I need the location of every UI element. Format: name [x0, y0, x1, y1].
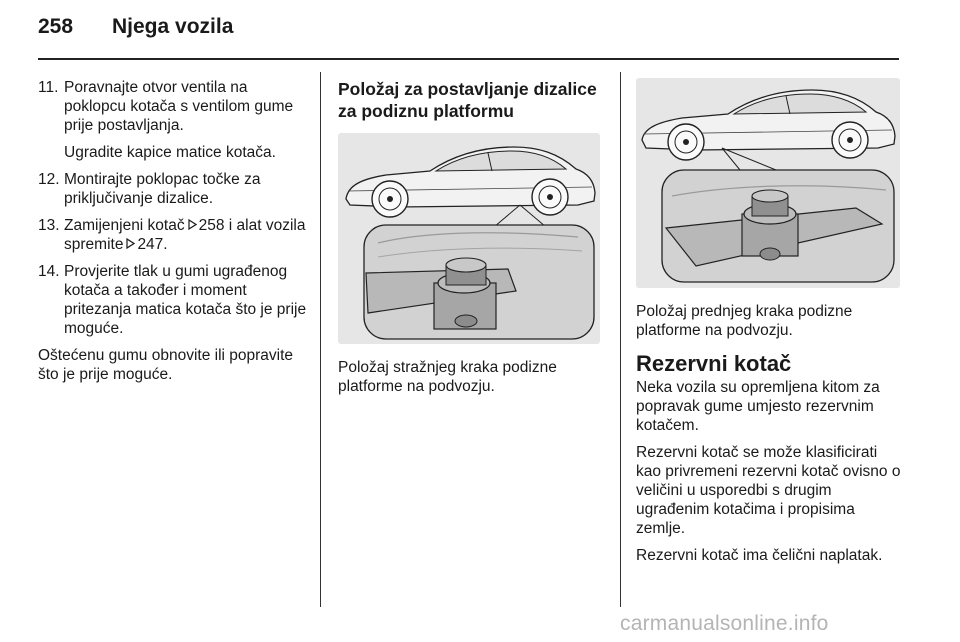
watermark: carmanualsonline.info — [620, 612, 829, 635]
section-heading: Rezervni kotač — [636, 351, 792, 376]
closing-paragraph: Oštećenu gumu obnovite ili popravite što je prije moguće. — [38, 347, 294, 383]
page-number: 258 — [38, 15, 74, 38]
step-14 — [38, 262, 310, 338]
page-title: Njega vozila — [112, 15, 234, 38]
page-reference[interactable]: 247. — [137, 236, 168, 253]
step-text: Poravnajte otvor ventila na poklopcu kotača s ventilom gume prije postavljanja. — [64, 79, 294, 134]
step-number: 13. — [38, 217, 60, 234]
column-divider-2 — [620, 72, 621, 607]
spare-wheel-paragraph-1: Neka vozila su opremljena kitom za popravak gume umjesto rezervnim kotačem. — [636, 379, 880, 434]
column-divider-1 — [320, 72, 321, 607]
left-column — [38, 78, 310, 392]
spare-wheel-paragraph-3: Rezervni kotač ima čelični naplatak. — [636, 547, 883, 564]
step-text: Provjerite tlak u gumi ugrađenog kotača a također i moment pritezanja matica kotača što je prije moguće. — [64, 263, 307, 337]
step-text-a: Zamijenjeni kotač — [64, 217, 185, 234]
right-column — [636, 78, 902, 573]
spare-wheel-paragraph-2: Rezervni kotač se može klasificirati kao privremeni rezervni kotač ovisno o veličini u usporedbi s drugim ugrađenim kotačima i propisima zemlje. — [636, 444, 901, 537]
section-heading: Položaj za postavljanje dizalice za podiznu platformu — [338, 79, 597, 121]
figure-caption: Položaj prednjeg kraka podizne platforme na podvozju. — [636, 303, 853, 339]
car-rear-lift-point-illustration — [338, 133, 600, 344]
header-rule — [38, 58, 899, 60]
middle-column — [338, 78, 602, 404]
step-text-b: i alat vozila spremite — [64, 217, 306, 253]
page-reference[interactable]: 258 — [198, 217, 225, 234]
step-12 — [38, 170, 310, 208]
step-number: 11. — [38, 79, 59, 96]
step-13 — [38, 216, 310, 254]
step-number: 12. — [38, 171, 60, 188]
page-reference-arrow-icon — [188, 219, 197, 230]
step-text: Montirajte poklopac točke za priključivanje dizalice. — [64, 171, 261, 207]
step-11 — [38, 78, 310, 135]
car-front-lift-point-illustration — [636, 78, 900, 288]
step-number: 14. — [38, 263, 60, 280]
page-reference-arrow-icon — [126, 238, 135, 249]
step-11-note: Ugradite kapice matice kotača. — [64, 144, 276, 161]
figure-caption: Položaj stražnjeg kraka podizne platforme na podvozju. — [338, 359, 557, 395]
